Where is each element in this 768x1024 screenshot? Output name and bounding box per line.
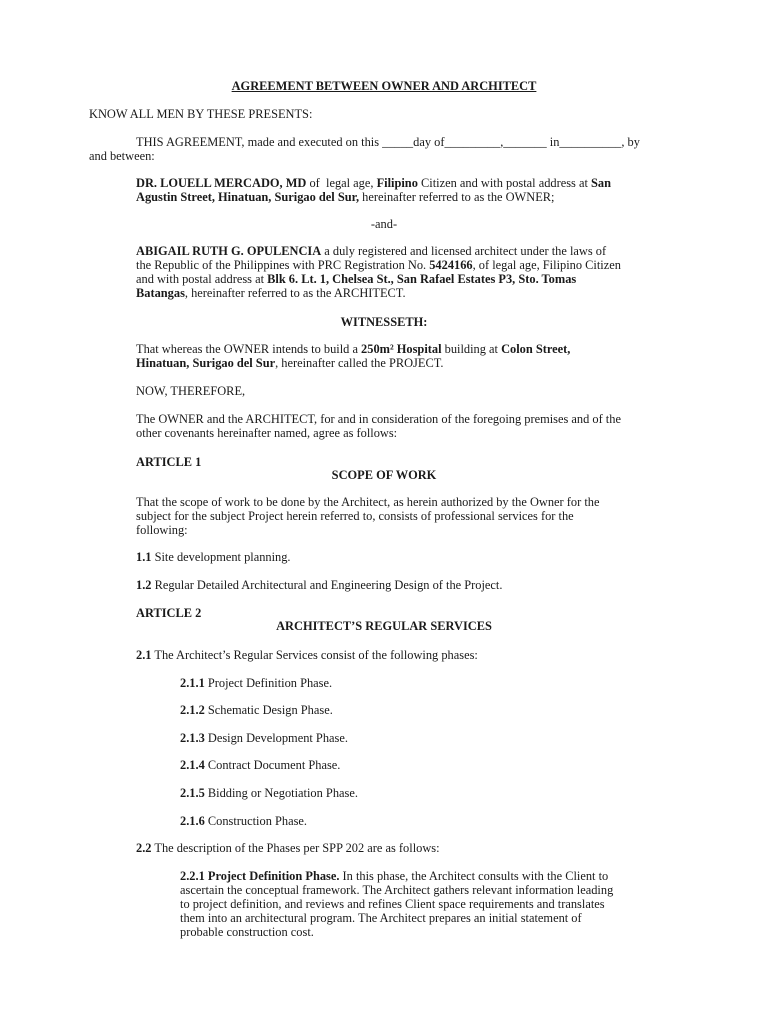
agreement-line: and between: — [89, 149, 155, 163]
agreement-line: THIS AGREEMENT, made and executed on this _____day of_________,_______ in__________, by — [136, 135, 640, 149]
phase-item: 2.1.4 Contract Document Phase. — [180, 758, 341, 772]
section-2-2-1-line: them into an architectural program. The Architect prepares an initial statement of — [180, 911, 582, 925]
scope-line: subject for the subject Project herein referred to, consists of professional services for the — [136, 509, 574, 523]
architect-line: and with postal address at Blk 6. Lt. 1, Chelsea St., San Rafael Estates P3, Sto. Tomas — [136, 272, 577, 286]
phase-item: 2.1.1 Project Definition Phase. — [180, 676, 333, 690]
section-2-2-1-line: to project definition, and reviews and refines Client space requirements and translates — [180, 897, 605, 911]
architect-line: ABIGAIL RUTH G. OPULENCIA a duly registered and licensed architect under the laws of — [136, 244, 607, 258]
phase-item: 2.1.5 Bidding or Negotiation Phase. — [180, 786, 358, 800]
document-title: AGREEMENT BETWEEN OWNER AND ARCHITECT — [231, 79, 537, 93]
scope-item: 1.1 Site development planning. — [136, 550, 291, 564]
scope-line: following: — [136, 523, 188, 537]
phase-item: 2.1.2 Schematic Design Phase. — [180, 703, 333, 717]
now-therefore: NOW, THEREFORE, — [136, 384, 246, 398]
intro-text: KNOW ALL MEN BY THESE PRESENTS: — [89, 107, 313, 121]
phase-item: 2.1.6 Construction Phase. — [180, 814, 307, 828]
article-1-label: ARTICLE 1 — [136, 455, 202, 469]
scope-line: That the scope of work to be done by the Architect, as herein authorized by the Owner for the — [136, 495, 600, 509]
covenant-line: The OWNER and the ARCHITECT, for and in consideration of the foregoing premises and of the — [136, 412, 621, 426]
and-separator: -and- — [370, 217, 398, 231]
architect-line: Batangas, hereinafter referred to as the ARCHITECT. — [136, 286, 406, 300]
architect-line: the Republic of the Philippines with PRC Registration No. 5424166, of legal age, Filipino Citizen — [136, 258, 621, 272]
section-2-2-1-line: probable construction cost. — [180, 925, 314, 939]
covenant-line: other covenants hereinafter named, agree as follows: — [136, 426, 398, 440]
article-1-heading: SCOPE OF WORK — [331, 468, 437, 482]
whereas-line: That whereas the OWNER intends to build a 250m² Hospital building at Colon Street, — [136, 342, 571, 356]
section-2-2: 2.2 The description of the Phases per SPP 202 are as follows: — [136, 841, 440, 855]
witnesseth-heading: WITNESSETH: — [340, 315, 428, 329]
phase-item: 2.1.3 Design Development Phase. — [180, 731, 348, 745]
section-2-1: 2.1 The Architect’s Regular Services consist of the following phases: — [136, 648, 478, 662]
article-2-label: ARTICLE 2 — [136, 606, 202, 620]
section-2-2-1-line: 2.2.1 Project Definition Phase. In this phase, the Architect consults with the Client to — [180, 869, 609, 883]
owner-line: DR. LOUELL MERCADO, MD of legal age, Filipino Citizen and with postal address at San — [136, 176, 611, 190]
article-2-heading: ARCHITECT’S REGULAR SERVICES — [276, 619, 492, 633]
whereas-line: Hinatuan, Surigao del Sur, hereinafter called the PROJECT. — [136, 356, 444, 370]
scope-item: 1.2 Regular Detailed Architectural and Engineering Design of the Project. — [136, 578, 503, 592]
section-2-2-1-line: ascertain the conceptual framework. The Architect gathers relevant information leading — [180, 883, 614, 897]
owner-line: Agustin Street, Hinatuan, Surigao del Sur, hereinafter referred to as the OWNER; — [136, 190, 555, 204]
